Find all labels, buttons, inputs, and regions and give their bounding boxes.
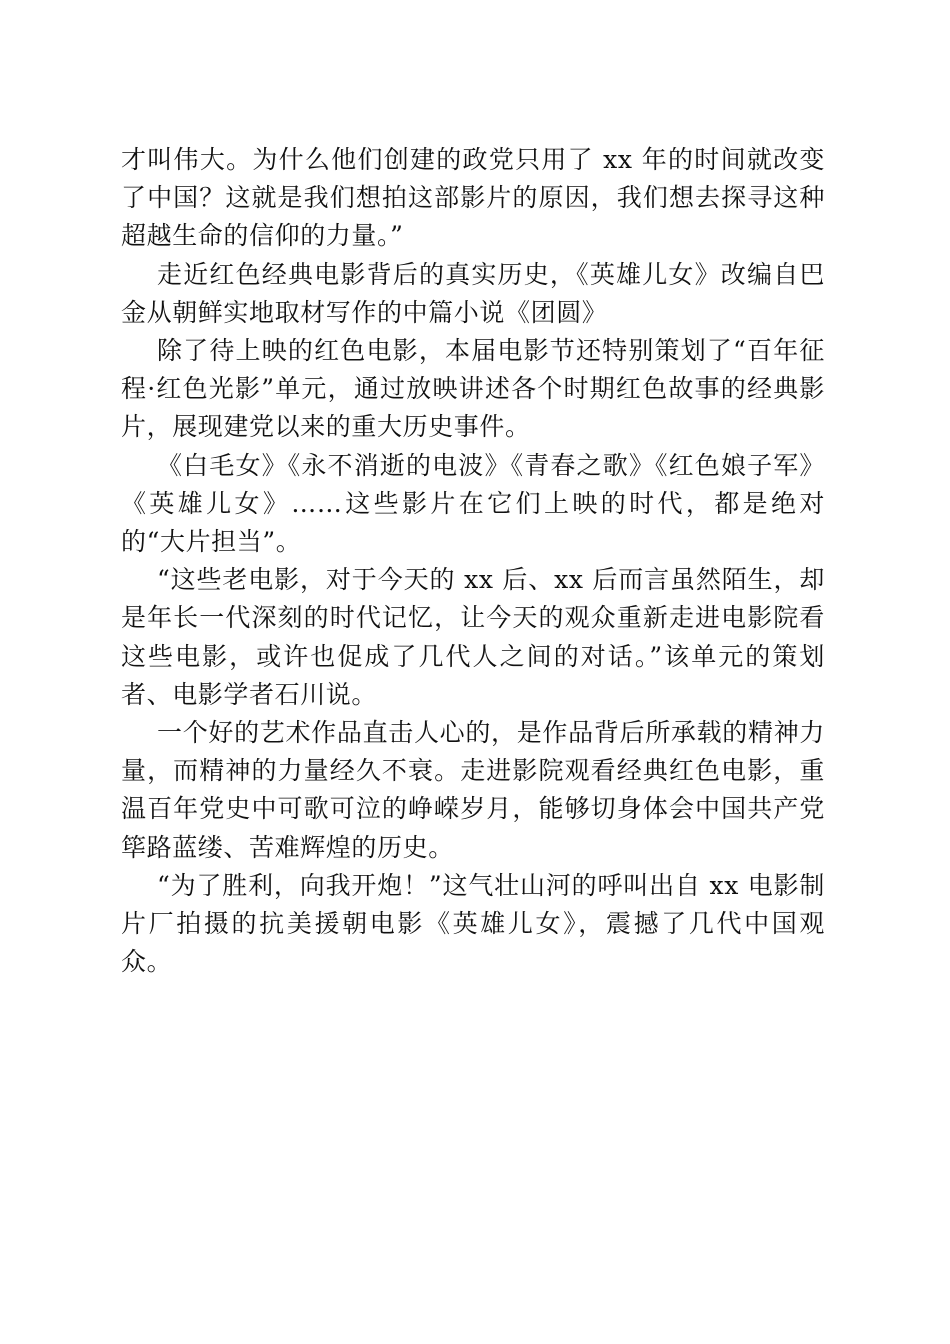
document-body <box>121 141 825 981</box>
paragraph-continuation: 才叫伟大。为什么他们创建的政党只用了 xx 年的时间就改变了中国？这就是我们想拍这部影片的原因，我们想去探寻这种超越生命的信仰的力量。” <box>121 145 825 251</box>
paragraph: “这些老电影，对于今天的 xx 后、xx 后而言虽然陌生，却是年长一代深刻的时代记忆，让今天的观众重新走进电影院看这些电影，或许也促成了几代人之间的对话。”该单元的策划者、电影学者石川说。 <box>121 565 825 709</box>
paragraph: 除了待上映的红色电影，本届电影节还特别策划了“百年征程·红色光影”单元，通过放映讲述各个时期红色故事的经典影片，展现建党以来的重大历史事件。 <box>121 336 825 442</box>
paragraph: 走近红色经典电影背后的真实历史，《英雄儿女》改编自巴金从朝鲜实地取材写作的中篇小说《团圆》 <box>121 259 825 327</box>
paragraph: “为了胜利，向我开炮！”这气壮山河的呼叫出自 xx 电影制片厂拍摄的抗美援朝电影《英雄儿女》，震撼了几代中国观众。 <box>121 870 825 977</box>
paragraph: 《白毛女》《永不消逝的电波》《青春之歌》《红色娘子军》《英雄儿女》……这些影片在它们上映的时代，都是绝对的“大片担当”。 <box>121 450 825 557</box>
paragraph: 一个好的艺术作品直击人心的，是作品背后所承载的精神力量，而精神的力量经久不衰。走进影院观看经典红色电影，重温百年党史中可歌可泣的峥嵘岁月，能够切身体会中国共产党筚路蓝缕、苦难辉煌的历史。 <box>121 718 825 862</box>
